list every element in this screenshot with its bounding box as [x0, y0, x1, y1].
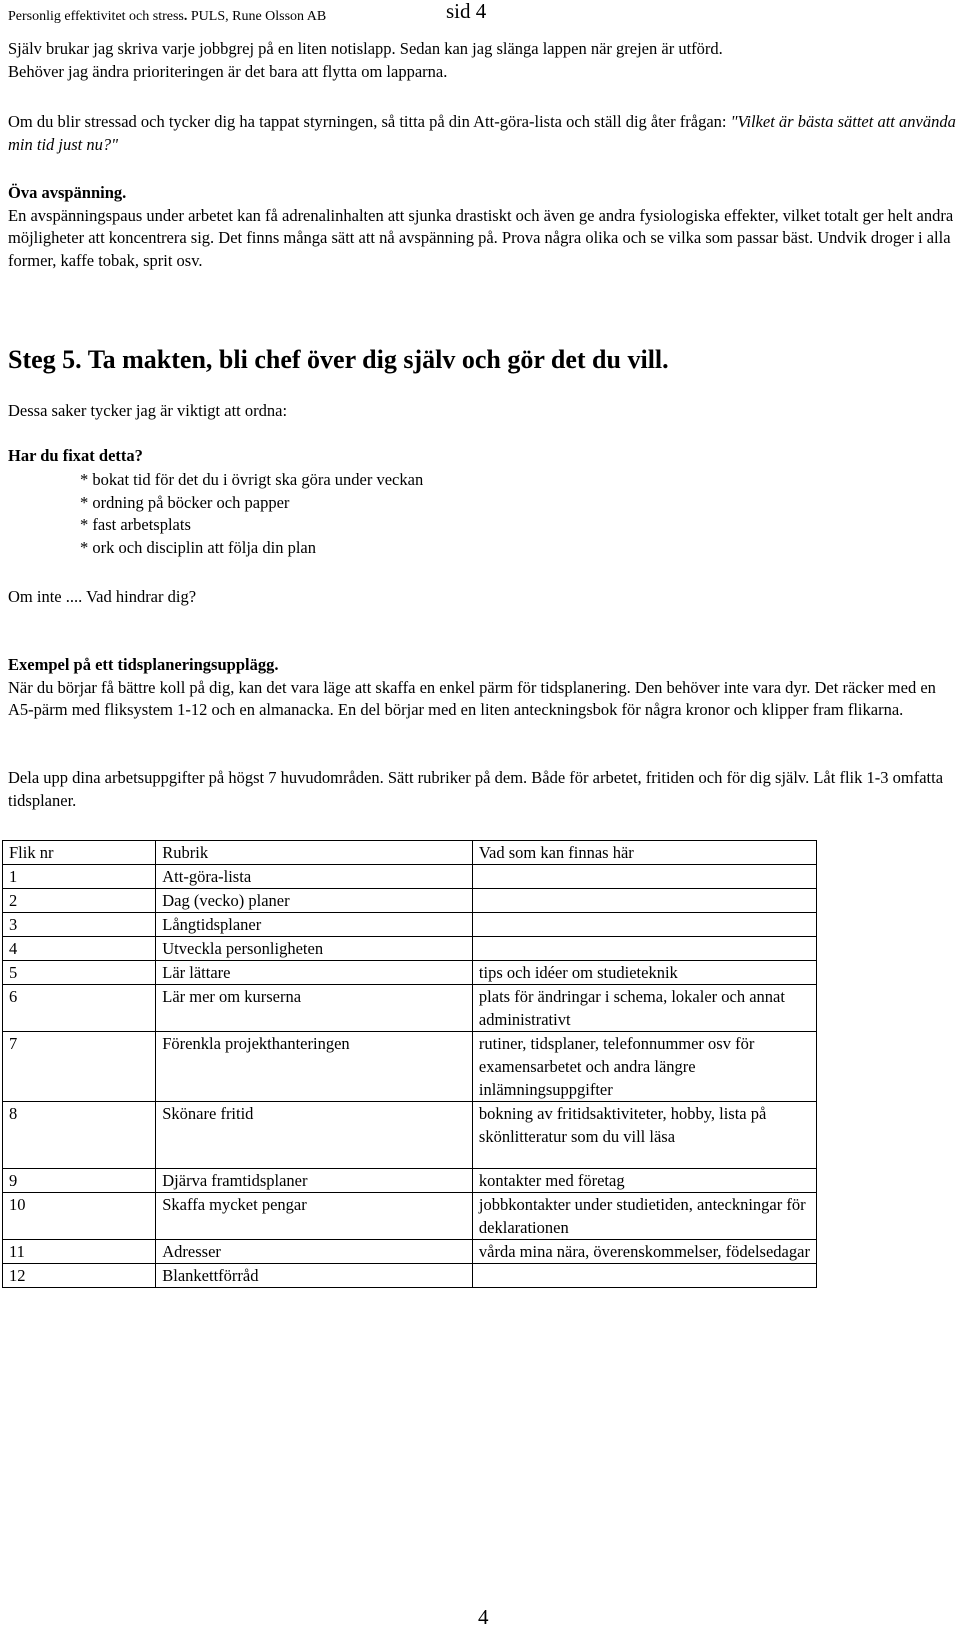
header-title: Personlig effektivitet och stress — [8, 9, 184, 24]
table-cell: 4 — [3, 937, 156, 961]
if-not-text: Om inte .... Vad hindrar dig? — [8, 587, 197, 606]
table-row — [3, 937, 817, 961]
table-row — [3, 961, 817, 985]
table-cell: Skaffa mycket pengar — [156, 1193, 473, 1240]
table-cell — [472, 889, 816, 913]
table-cell: rutiner, tidsplaner, telefonnummer osv för examensarbetet och andra längre inlämningsuppgifter — [472, 1032, 816, 1102]
list-item: * bokat tid för det du i övrigt ska göra under veckan — [80, 470, 424, 489]
table-cell: 9 — [3, 1169, 156, 1193]
table-row — [3, 1169, 817, 1193]
table-row — [3, 985, 817, 1032]
table-cell: Djärva framtidsplaner — [156, 1169, 473, 1193]
divide-text: Dela upp dina arbetsuppgifter på högst 7 huvudområden. Sätt rubriker på dem. Både för arbetet, fritiden och för dig själv. Låt flik 1-3 omfatta tidsplaner. — [8, 768, 944, 810]
table-cell — [472, 865, 816, 889]
paragraph-notes-line1: Själv brukar jag skriva varje jobbgrej på en liten notislapp. Sedan kan jag slänga lappen när grejen är utförd. — [8, 39, 723, 58]
table-cell: 7 — [3, 1032, 156, 1102]
table-cell: kontakter med företag — [472, 1169, 816, 1193]
example-heading: Exempel på ett tidsplaneringsupplägg. — [8, 655, 279, 674]
checklist — [80, 469, 423, 559]
table-row — [3, 1102, 817, 1169]
table-cell: 11 — [3, 1240, 156, 1264]
table-cell: Utveckla personligheten — [156, 937, 473, 961]
table-cell: Skönare fritid — [156, 1102, 473, 1169]
table-cell: 3 — [3, 913, 156, 937]
table-row — [3, 1193, 817, 1240]
example-text: När du börjar få bättre koll på dig, kan det vara läge att skaffa en enkel pärm för tidsplanering. Den behöver inte vara dyr. Det räcker med en A5-pärm med fliksystem 1-12 och en almanacka. En del börjar med en liten anteckningsbok för några kronor och klipper fram flikarna. — [8, 677, 936, 719]
table-cell — [472, 913, 816, 937]
table-cell: 12 — [3, 1264, 156, 1288]
table-cell: jobbkontakter under studietiden, anteckningar för deklarationen — [472, 1193, 816, 1240]
table-cell — [472, 1264, 816, 1288]
table-cell: 1 — [3, 865, 156, 889]
table-row — [3, 913, 817, 937]
tab-table — [2, 840, 817, 1288]
table-cell — [472, 937, 816, 961]
paragraph-stress-question: "Vilket är bästa sättet att använda min tid just nu?" — [8, 112, 956, 154]
table-row — [3, 889, 817, 913]
paragraph-stress-text: Om du blir stressad och tycker dig ha tappat styrningen, så titta på din Att-göra-lista och ställ dig åter frågan: — [8, 112, 731, 131]
table-row — [3, 1240, 817, 1264]
fixed-heading: Har du fixat detta? — [8, 446, 143, 465]
list-item: * ork och disciplin att följa din plan — [80, 537, 316, 557]
list-item: * fast arbetsplats — [80, 515, 191, 534]
section-example — [8, 654, 958, 722]
table-cell: vårda mina nära, överenskommelser, födelsedagar — [472, 1240, 816, 1264]
table-cell: Adresser — [156, 1240, 473, 1264]
table-header-row — [3, 841, 817, 865]
table-cell: 8 — [3, 1102, 156, 1169]
table-cell: Att-göra-lista — [156, 865, 473, 889]
table-header-cell: Rubrik — [156, 841, 473, 865]
table-cell: tips och idéer om studieteknik — [472, 961, 816, 985]
page-number: 4 — [478, 1605, 489, 1629]
header-page-label: sid 4 — [446, 0, 487, 23]
table-cell: Lär mer om kurserna — [156, 985, 473, 1032]
relaxation-heading: Öva avspänning. — [8, 183, 127, 202]
section-relaxation — [8, 182, 958, 272]
table-row — [3, 865, 817, 889]
relaxation-text: En avspänningspaus under arbetet kan få adrenalinhalten att sjunka drastiskt och även ge andra fysiologiska effekter, vilket totalt ger helt andra möjligheter att koncentrera sig. Det finns många sätt att nå avspänning på. Prova några olika och se vilka som passar bäst. Undvik droger i alla former, kaffe tobak, sprit osv. — [8, 205, 954, 270]
table-cell: Långtidsplaner — [156, 913, 473, 937]
table-cell: Dag (vecko) planer — [156, 889, 473, 913]
header-dot: . — [183, 9, 188, 24]
table-row — [3, 1264, 817, 1288]
list-item: * ordning på böcker och papper — [80, 492, 290, 512]
table-row — [3, 1032, 817, 1102]
table-cell: 2 — [3, 889, 156, 913]
table-cell: 6 — [3, 985, 156, 1032]
header-author: PULS, Rune Olsson AB — [187, 9, 327, 24]
paragraph-notes — [8, 38, 958, 83]
table-cell: Lär lättare — [156, 961, 473, 985]
paragraph-notes-line2: Behöver jag ändra prioriteringen är det bara att flytta om lapparna. — [8, 61, 448, 81]
step-intro: Dessa saker tycker jag är viktigt att ordna: — [8, 401, 288, 420]
page-header — [8, 0, 487, 29]
table-cell: bokning av fritidsaktiviteter, hobby, lista på skönlitteratur som du vill läsa — [472, 1102, 816, 1169]
table-cell: 5 — [3, 961, 156, 985]
table-cell: plats för ändringar i schema, lokaler och annat administrativt — [472, 985, 816, 1032]
table-header-cell: Flik nr — [3, 841, 156, 865]
table-header-cell: Vad som kan finnas här — [472, 841, 816, 865]
paragraph-stress — [8, 111, 958, 156]
step-heading: Steg 5. Ta makten, bli chef över dig själv och gör det du vill. — [8, 345, 669, 374]
table-cell: 10 — [3, 1193, 156, 1240]
table-cell: Förenkla projekthanteringen — [156, 1032, 473, 1102]
table-cell: Blankettförråd — [156, 1264, 473, 1288]
